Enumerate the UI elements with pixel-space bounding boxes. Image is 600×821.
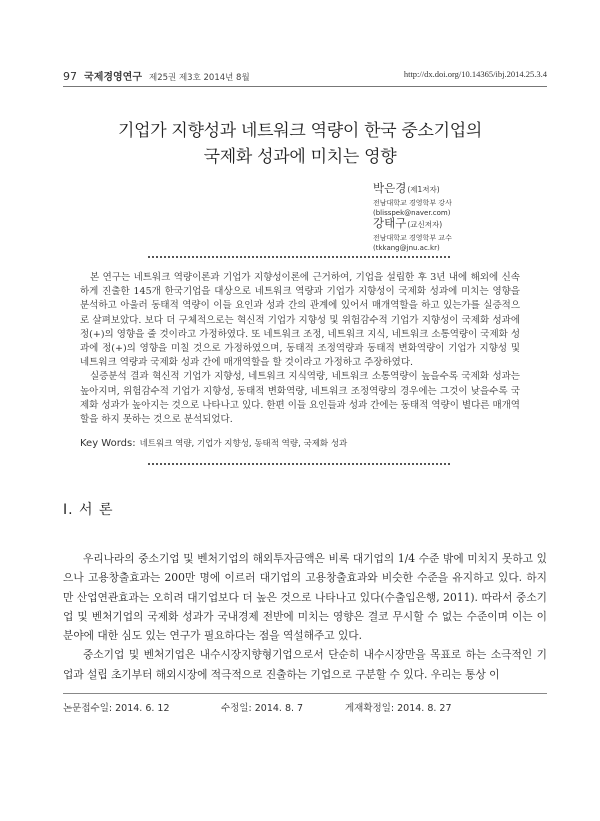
author-corresponding xyxy=(373,212,452,253)
keywords-text: 네트워크 역량, 기업가 지향성, 동태적 역량, 국제화 성과 xyxy=(139,439,348,449)
received-date: 논문접수일: 2014. 6. 12 xyxy=(63,703,170,714)
section-heading: Ⅰ. 서 론 xyxy=(63,502,114,518)
abstract-paragraph: 실증분석 결과 혁신적 기업가 지향성, 네트워크 지식역량, 네트워크 소통역량이 높을수록 국제화 성과는 높아지며, 위험감수적 기업가 지향성, 동태적 변화역량, 네트워크 조정역량의 경우에는 그것이 낮을수록 국제화 성과가 높아지는 것으로 나타나고 있다. 한편 이들 요인들과 성과 간에는 동태적 역량이 별다른 매개역할을 하지 못하는 것으로 분석되었다. xyxy=(80,371,520,426)
author-name: 박은경 xyxy=(373,181,407,195)
author-role: (제1저자) xyxy=(407,185,440,194)
author-name: 강태구 xyxy=(373,216,407,230)
header-divider xyxy=(63,86,547,87)
journal-name: 국제경영연구 xyxy=(84,72,142,83)
revised-date: 수정일: 2014. 8. 7 xyxy=(221,703,304,714)
body-paragraph: 우리나라의 중소기업 및 벤처기업의 해외투자금액은 비록 대기업의 1/4 수준 밖에 미치지 못하고 있으나 고용창출효과는 200만 명에 이르러 대기업의 고용창출효과와 비슷한 수준을 유지하고 있다. 하지만 산업연관효과는 오히려 대기업보다 더 높은 것으로 나타나고 있다(수출입은행, 2011). 따라서 중소기업 및 벤처기업의 국제화 성과가 국내경제 전반에 미치는 영향은 결코 무시할 수 없는 수준이며 이는 이 분야에 대한 심도 있는 연구가 필요하다는 점을 역설해주고 있다. xyxy=(63,552,547,643)
doi-link[interactable]: http://dx.doi.org/10.14365/ibj.2014.25.3.4 xyxy=(403,69,547,79)
body-text xyxy=(63,549,547,684)
paper-title xyxy=(60,118,540,170)
keywords-label: Key Words: xyxy=(80,438,136,449)
author-affiliation: 전남대학교 경영학부 교수 xyxy=(373,234,452,242)
running-header xyxy=(63,68,547,84)
accepted-date: 게재확정일: 2014. 8. 27 xyxy=(345,703,452,714)
author-email: (tkkang@jnu.ac.kr) xyxy=(373,244,440,252)
title-line-2: 국제화 성과에 미치는 영향 xyxy=(203,147,397,167)
author-email: (blisspek@naver.com) xyxy=(373,209,451,217)
keywords xyxy=(80,437,347,449)
author-role: (교신저자) xyxy=(407,220,443,229)
dotted-divider-bottom xyxy=(148,463,450,465)
body-paragraph: 중소기업 및 벤처기업은 내수시장지향형기업으로서 단순히 내수시장만을 목표로 하는 소극적인 기업과 설립 초기부터 해외시장에 적극적으로 진출하는 기업으로 구분할 수 있다. 우리는 통상 이 xyxy=(63,648,547,681)
footer-divider xyxy=(63,693,547,694)
abstract-paragraph: 본 연구는 네트워크 역량이론과 기업가 지향성이론에 근거하여, 기업을 설립한 후 3년 내에 해외에 신속하게 진출한 145개 한국기업을 대상으로 네트워크 역량과 기업가 지향성이 국제화 성과에 미치는 영향을 분석하고 아울러 동태적 역량이 이들 요인과 성과 간의 관계에 있어서 매개역할을 하고 있는가를 실증적으로 살펴보았다. 보다 더 구체적으로는 혁신적 기업가 지향성 및 위험감수적 기업가 지향성이 국제화 성과에 정(+)의 영향을 줄 것이라고 가정하였다. 또 네트워크 조정, 네트워크 지식, 네트워크 소통역량이 국제화 성과에 정(+)의 영향을 미칠 것으로 가정하였으며, 동태적 조정역량과 동태적 변화역량이 기업가 지향성 및 네트워크 역량과 국제화 성과 간에 매개역할을 할 것이라고 가정하고 주장하였다. xyxy=(80,272,520,369)
page-number: 97 xyxy=(63,70,77,83)
abstract xyxy=(80,271,520,427)
title-line-1: 기업가 지향성과 네트워크 역량이 한국 중소기업의 xyxy=(117,121,483,141)
author-affiliation: 전남대학교 경영학부 강사 xyxy=(373,199,452,207)
journal-issue: 제25권 제3호 2014년 8월 xyxy=(149,73,250,83)
dotted-divider-top xyxy=(148,256,450,258)
